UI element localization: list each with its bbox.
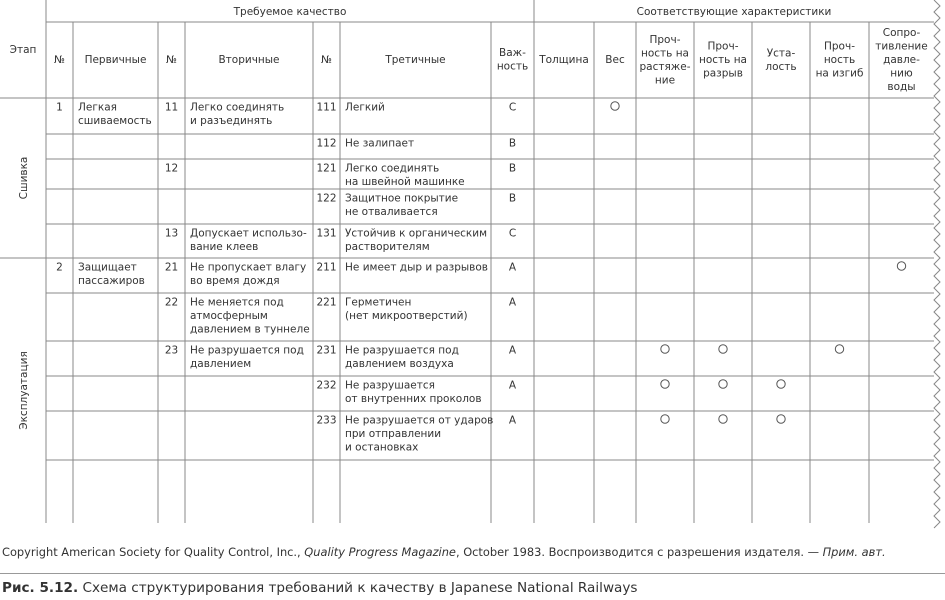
secondary-requirement: Не разрушается под <box>190 344 304 357</box>
relation-mark <box>777 415 785 423</box>
secondary-requirement: давлением <box>190 358 252 370</box>
characteristic-header: разрыв <box>703 67 743 80</box>
secondary-number: 13 <box>164 227 179 240</box>
source-note: Copyright American Society for Quality Control, Inc., Quality Progress Magazine, October 1983. Воспроизводится с разрешения издателя. — Прим. авт. <box>2 545 886 559</box>
required-quality-header: Требуемое качество <box>233 6 347 18</box>
tertiary-requirement: Герметичен <box>345 296 412 309</box>
figure-caption <box>2 580 638 596</box>
tertiary-requirement: Устойчив к органическим <box>345 227 488 240</box>
tertiary-number: 131 <box>316 227 337 240</box>
tertiary-number: 111 <box>316 101 337 114</box>
secondary-number: 12 <box>164 162 179 175</box>
relation-mark <box>835 345 843 353</box>
primary-requirement: Легкая <box>78 101 117 114</box>
figure-title: Схема структурирования требований к качеству в Japanese National Railways <box>82 580 638 596</box>
tertiary-number: 221 <box>316 296 337 309</box>
secondary-requirement: Не меняется под <box>190 296 284 309</box>
secondary-number: 22 <box>164 296 179 309</box>
tertiary-number: 211 <box>316 261 337 274</box>
secondary-number: 23 <box>164 344 179 357</box>
secondary-requirement: и разъединять <box>190 115 273 127</box>
secondary-requirement: давлением в туннеле <box>190 323 310 336</box>
tertiary-number: 121 <box>316 162 337 175</box>
importance-header: Важ- <box>499 47 526 59</box>
characteristic-header: Вес <box>605 54 625 66</box>
number-header: № <box>166 54 177 66</box>
characteristic-header: растяже- <box>639 60 691 73</box>
importance-value: B <box>508 162 517 175</box>
secondary-requirement: Легко соединять <box>190 101 285 114</box>
characteristic-header: Уста- <box>766 47 796 60</box>
figure-number: Рис. 5.12. <box>2 580 79 596</box>
tertiary-requirement: от внутренних проколов <box>345 393 482 405</box>
relation-mark <box>611 102 619 110</box>
importance-value: A <box>508 379 517 392</box>
stage-label: Эксплуатация <box>18 351 30 430</box>
characteristic-header: Проч- <box>824 40 855 53</box>
tertiary-number: 232 <box>316 379 337 392</box>
importance-value: A <box>508 414 517 427</box>
importance-value: B <box>508 137 517 150</box>
tertiary-requirement: Не разрушается под <box>345 344 459 357</box>
characteristic-header: ность <box>823 54 856 66</box>
importance-value: A <box>508 344 517 357</box>
tertiary-requirement: Не разрушается <box>345 379 435 392</box>
characteristic-header: Проч- <box>649 33 681 46</box>
primary-number: 1 <box>56 101 63 114</box>
relation-mark <box>897 262 905 270</box>
characteristic-header: ние <box>654 74 676 87</box>
secondary-requirement: Допускает использо- <box>190 227 307 240</box>
primary-requirement: пассажиров <box>78 275 145 287</box>
tertiary-requirement: растворителям <box>345 241 430 253</box>
table-break-edge <box>934 0 940 528</box>
importance-value: A <box>508 296 517 309</box>
stage-label: Сшивка <box>18 156 30 200</box>
stage-header: Этап <box>9 44 37 56</box>
characteristic-header: ность на <box>698 54 748 66</box>
secondary-requirement: атмосферным <box>190 310 268 322</box>
tertiary-requirement: Не залипает <box>345 137 415 150</box>
primary-requirement: сшиваемость <box>78 115 152 127</box>
secondary-requirement: во время дождя <box>190 275 280 287</box>
importance-value: C <box>508 227 517 240</box>
relation-mark <box>719 380 727 388</box>
relation-mark <box>777 380 785 388</box>
secondary-requirement: Не пропускает влагу <box>190 261 307 274</box>
secondary-requirement: вание клеев <box>190 241 259 253</box>
tertiary-requirement: при отправлении <box>345 428 442 440</box>
number-header: № <box>321 54 332 66</box>
tertiary-requirement: (нет микроотверстий) <box>345 310 468 322</box>
relation-mark <box>661 345 669 353</box>
secondary-header: Вторичные <box>218 54 280 66</box>
relation-mark <box>719 345 727 353</box>
characteristic-header: Толщина <box>539 54 589 66</box>
secondary-number: 11 <box>164 101 179 114</box>
importance-value: B <box>508 192 517 205</box>
characteristic-header: на изгиб <box>815 67 864 80</box>
primary-requirement: Защищает <box>78 261 137 274</box>
tertiary-requirement: давлением воздуха <box>345 358 454 370</box>
characteristic-header: давле- <box>883 54 920 66</box>
tertiary-requirement: и остановках <box>345 441 419 454</box>
importance-header: ность <box>496 60 529 73</box>
relation-mark <box>661 380 669 388</box>
relation-mark <box>661 415 669 423</box>
tertiary-header: Третичные <box>385 54 446 66</box>
secondary-number: 21 <box>164 261 179 274</box>
tertiary-requirement: Не имеет дыр и разрывов <box>345 261 488 274</box>
characteristic-header: тивление <box>875 40 928 53</box>
tertiary-requirement: Легкий <box>345 101 385 114</box>
number-header: № <box>54 54 65 66</box>
characteristics-header: Соответствующие характеристики <box>636 6 832 18</box>
tertiary-number: 231 <box>316 344 337 357</box>
importance-value: A <box>508 261 517 274</box>
characteristic-header: Проч- <box>707 40 739 53</box>
tertiary-requirement: Не разрушается от ударов <box>345 414 494 427</box>
characteristic-header: воды <box>887 81 916 93</box>
relation-mark <box>719 415 727 423</box>
tertiary-requirement: на швейной машинке <box>345 176 465 188</box>
characteristic-header: лость <box>765 60 797 73</box>
characteristic-header: Сопро- <box>882 27 921 39</box>
tertiary-requirement: Защитное покрытие <box>345 192 459 205</box>
characteristic-header: нию <box>890 67 913 80</box>
caption-divider <box>0 573 945 574</box>
tertiary-number: 233 <box>316 414 337 427</box>
primary-number: 2 <box>56 261 63 274</box>
tertiary-number: 112 <box>316 137 337 150</box>
tertiary-number: 122 <box>316 192 337 205</box>
characteristic-header: ность на <box>640 47 690 60</box>
tertiary-requirement: Легко соединять <box>345 162 440 175</box>
importance-value: C <box>508 101 517 114</box>
tertiary-requirement: не отваливается <box>345 206 438 218</box>
primary-header: Первичные <box>84 54 147 66</box>
